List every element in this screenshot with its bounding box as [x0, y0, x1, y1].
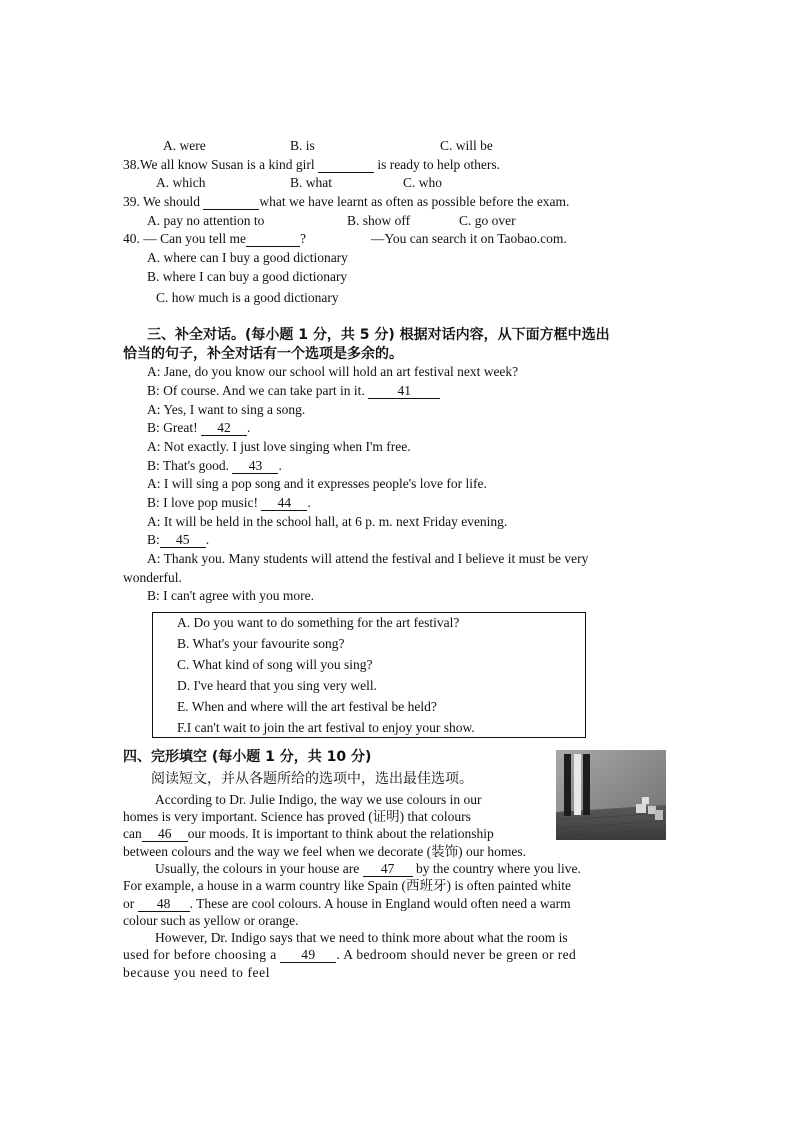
q40-option-b: B. where I can buy a good dictionary [147, 269, 348, 284]
blank-43: 43 [232, 458, 278, 474]
dialogue-line: A: Jane, do you know our school will hold an art festival next week? [147, 364, 519, 379]
dialogue-line: B: Great! 42 . [147, 420, 251, 435]
dialogue-line: B: I love pop music! 44 . [147, 495, 311, 510]
dialogue-text: B: That's good. [147, 458, 233, 473]
dialogue-line: A: Not exactly. I just love singing when I'm free. [147, 439, 411, 454]
section-4-instruction: 阅读短文，并从各题所给的选项中，选出最佳选项。 [151, 771, 473, 787]
option-e: E. When and where will the art festival be held? [177, 699, 437, 714]
passage-line: homes is very important. Science has proved (证明) that colours [123, 809, 471, 824]
q38-option-a: A. which [156, 175, 206, 190]
passage-line: between colours and the way we feel when we decorate (装饰) our homes. [123, 844, 526, 859]
q39-blank [203, 194, 259, 210]
room-photo-image [556, 750, 666, 840]
passage-text: or [123, 896, 138, 911]
dialogue-line: A: It will be held in the school hall, at 6 p. m. next Friday evening. [147, 514, 508, 529]
passage-line [155, 860, 581, 878]
q40-option-a: A. where can I buy a good dictionary [147, 250, 348, 265]
dialogue-line: B: 45 . [147, 532, 210, 547]
passage-line: According to Dr. Julie Indigo, the way we use colours in our [155, 792, 482, 807]
dialogue-line: A: I will sing a pop song and it expresses people's love for life. [147, 476, 487, 491]
blank-49: 49 [280, 947, 336, 963]
section-4-title: 四、完形填空 (每小题 1 分，共 10 分) [123, 749, 372, 765]
q40-option-c: C. how much is a good dictionary [156, 290, 339, 305]
q39-option-c: C. go over [459, 213, 516, 228]
q37-option-b: B. is [290, 138, 315, 153]
question-40 [123, 230, 306, 248]
blank-47: 47 [363, 861, 413, 877]
q38-option-b: B. what [290, 175, 332, 190]
q38-stem-start: 38.We all know Susan is a kind girl [123, 157, 319, 172]
q37-option-a: A. were [163, 138, 206, 153]
passage-line [123, 895, 571, 913]
q39-stem-end: what we have learnt as often as possible before the exam. [259, 194, 570, 209]
dialogue-text: B: Great! [147, 420, 201, 435]
q39-option-a: A. pay no attention to [147, 213, 265, 228]
section-3-title-cont: 恰当的句子，补全对话有一个选项是多余的。 [123, 346, 403, 362]
passage-text: used for before choosing a [123, 947, 281, 962]
option-b: B. What's your favourite song? [177, 636, 345, 651]
q38-blank [318, 157, 374, 173]
options-box [152, 612, 586, 738]
q40-blank [246, 231, 300, 247]
room-photo [556, 750, 666, 840]
option-c: C. What kind of song will you sing? [177, 657, 373, 672]
question-39 [123, 193, 569, 211]
blank-44: 44 [261, 495, 307, 511]
q38-option-c: C. who [403, 175, 443, 190]
section-3-title: 三、补全对话。(每小题 1 分，共 5 分) 根据对话内容，从下面方框中选出 [147, 327, 610, 343]
option-d: D. I've heard that you sing very well. [177, 678, 378, 693]
passage-line: colour such as yellow or orange. [123, 913, 299, 928]
passage-text: by the country where you live. [412, 861, 581, 876]
passage-text: Usually, the colours in your house are [155, 861, 363, 876]
blank-48: 48 [138, 896, 190, 912]
passage-text: can [123, 826, 142, 841]
q38-stem-end: is ready to help others. [374, 157, 501, 172]
q40-answer-line: —You can search it on Taobao.com. [371, 231, 567, 246]
q39-option-b: B. show off [347, 213, 411, 228]
q40-stem-end: ? [299, 231, 306, 246]
blank-41: 41 [368, 383, 440, 399]
q40-stem-start: 40. — Can you tell me [123, 231, 246, 246]
dialogue-text: B: Of course. And we can take part in it. [147, 383, 369, 398]
passage-line: However, Dr. Indigo says that we need to think more about what the room is [155, 930, 568, 945]
q37-option-c: C. will be [440, 138, 493, 153]
passage-text: . A bedroom should never be green or red [336, 947, 577, 962]
option-a: A. Do you want to do something for the art festival? [177, 615, 460, 630]
dialogue-line: B: That's good. 43 . [147, 458, 282, 473]
blank-45: 45 [160, 532, 206, 548]
dialogue-text: B: I love pop music! [147, 495, 262, 510]
passage-line: because you need to feel [123, 965, 271, 980]
passage-text: our moods. It is important to think about the relationship [187, 826, 494, 841]
dialogue-line: wonderful. [123, 570, 182, 585]
dialogue-line: A: Yes, I want to sing a song. [147, 402, 306, 417]
dialogue-text: B: [147, 532, 160, 547]
dialogue-line: A: Thank you. Many students will attend the festival and I believe it must be very [147, 551, 589, 566]
passage-line: For example, a house in a warm country like Spain (西班牙) is often painted white [123, 878, 572, 893]
question-38 [123, 156, 500, 174]
dialogue-line: B: I can't agree with you more. [147, 588, 315, 603]
blank-46: 46 [142, 826, 188, 842]
passage-text: . These are cool colours. A house in England would often need a warm [189, 896, 571, 911]
passage-line [123, 946, 576, 964]
q39-stem-start: 39. We should [123, 194, 204, 209]
option-f: F.I can't wait to join the art festival to enjoy your show. [177, 720, 475, 735]
blank-42: 42 [201, 420, 247, 436]
passage-line [123, 825, 494, 843]
dialogue-line [147, 382, 440, 400]
